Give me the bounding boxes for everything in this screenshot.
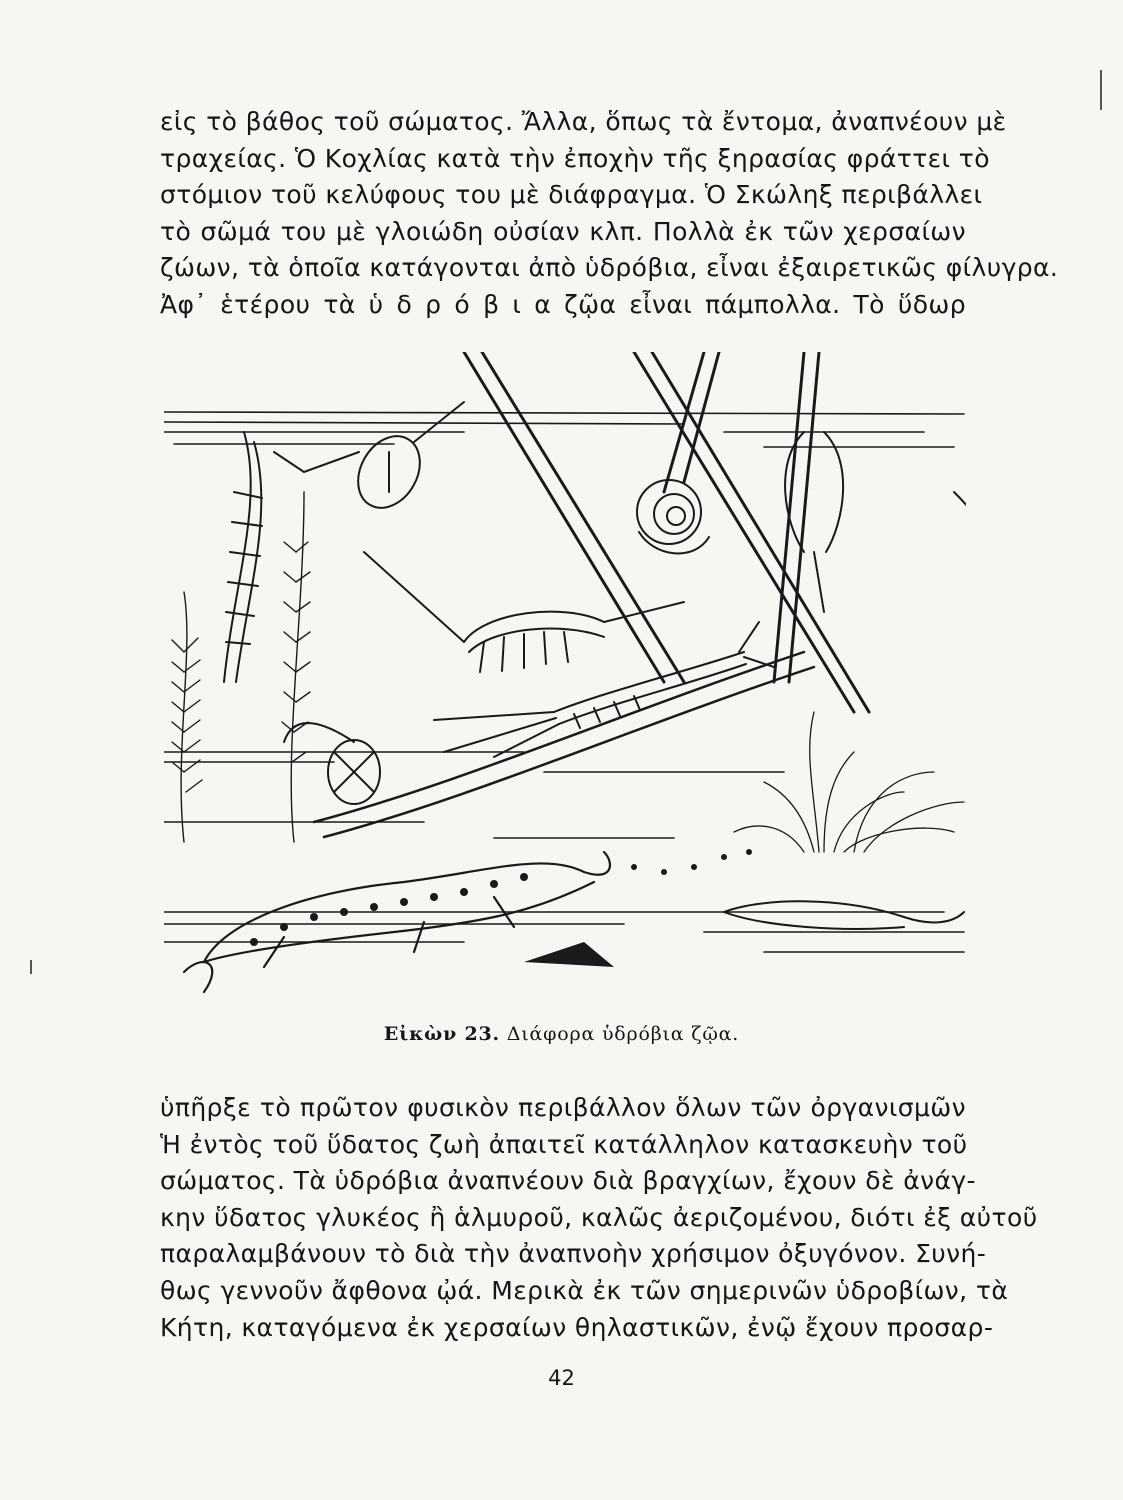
water-scorpion <box>954 482 966 672</box>
text-line: Ἡ ἐντὸς τοῦ ὕδατος ζωὴ ἀπαιτεῖ κατάλληλον κατασκευὴν τοῦ <box>160 1129 968 1159</box>
caption-number: Εἰκὼν 23. <box>383 1023 500 1045</box>
aquatic-animals-drawing <box>164 352 966 1012</box>
text-line: θως γεννοῦν ἄφθονα ᾠά. Μερικὰ ἐκ τῶν σημερινῶν ὑδροβίων, τὰ <box>160 1275 1009 1305</box>
mayfly-larva <box>434 622 774 757</box>
branch <box>314 652 814 837</box>
snail <box>637 480 709 553</box>
text-line: Κήτη, καταγόμενα ἐκ χερσαίων θηλαστικῶν, ἐνῷ ἔχουν προσαρ- <box>160 1312 994 1342</box>
water-surface-lines <box>164 412 964 952</box>
water-beetle <box>274 402 464 519</box>
text-line: παραλαμβάνουν τὸ διὰ τὴν ἀναπνοὴν χρήσιμον ὀξυγόνον. Συνή- <box>160 1239 987 1269</box>
figure-caption <box>0 1023 1123 1045</box>
bottom-paragraph <box>160 1090 1038 1346</box>
text-line: Ἀφ᾿ ἑτέρου τὰ ὑ δ ρ ό β ι α ζῷα εἶναι πάμπολλα. Τὸ ὕδωρ <box>160 289 966 319</box>
newt <box>184 852 610 992</box>
text-line: τραχείας. Ὁ Κοχλίας κατὰ τὴν ἐποχὴν τῆς ξηρασίας φράττει τὸ <box>160 143 990 173</box>
top-paragraph <box>160 104 1059 324</box>
grass-tuft <box>734 712 964 852</box>
caddis-larva <box>284 723 380 804</box>
amphipod <box>364 552 684 672</box>
pond-weed <box>172 492 310 842</box>
scan-mark <box>30 960 32 974</box>
text-line: σώματος. Τὰ ὑδρόβια ἀναπνέουν διὰ βραγχίων, ἔχουν δὲ ἀνάγ- <box>160 1166 976 1196</box>
page-number: 42 <box>548 1366 575 1390</box>
text-line: ὑπῆρξε τὸ πρῶτον φυσικὸν περιβάλλον ὅλων τῶν ὀργανισμῶν <box>160 1093 966 1122</box>
caption-text: Διάφορα ὑδρόβια ζῷα. <box>506 1023 740 1045</box>
text-line: κην ὕδατος γλυκέος ἢ ἁλμυροῦ, καλῶς ἀεριζομένου, διότι ἐξ αὐτοῦ <box>160 1202 1038 1232</box>
text-line: εἰς τὸ βάθος τοῦ σώματος. Ἄλλα, ὅπως τὰ ἔντομα, ἀναπνέουν μὲ <box>160 107 1007 136</box>
leech-trail <box>631 849 752 875</box>
text-line: ζώων, τὰ ὁποῖα κατάγονται ἀπὸ ὑδρόβια, εἶναι ἐξαιρετικῶς φίλυγρα. <box>160 253 1059 283</box>
larva-left <box>224 432 262 682</box>
tadpole <box>724 901 964 929</box>
scan-mark <box>1100 70 1102 110</box>
dark-leaf <box>524 942 614 967</box>
text-line: στόμιον τοῦ κελύφους του μὲ διάφραγμα. Ὁ Σκώληξ περιβάλλει <box>160 180 983 210</box>
text-line: τὸ σῶμά του μὲ γλοιώδη οὐσίαν κλπ. Πολλὰ ἐκ τῶν χερσαίων <box>160 216 966 246</box>
figure-illustration <box>164 352 966 1012</box>
